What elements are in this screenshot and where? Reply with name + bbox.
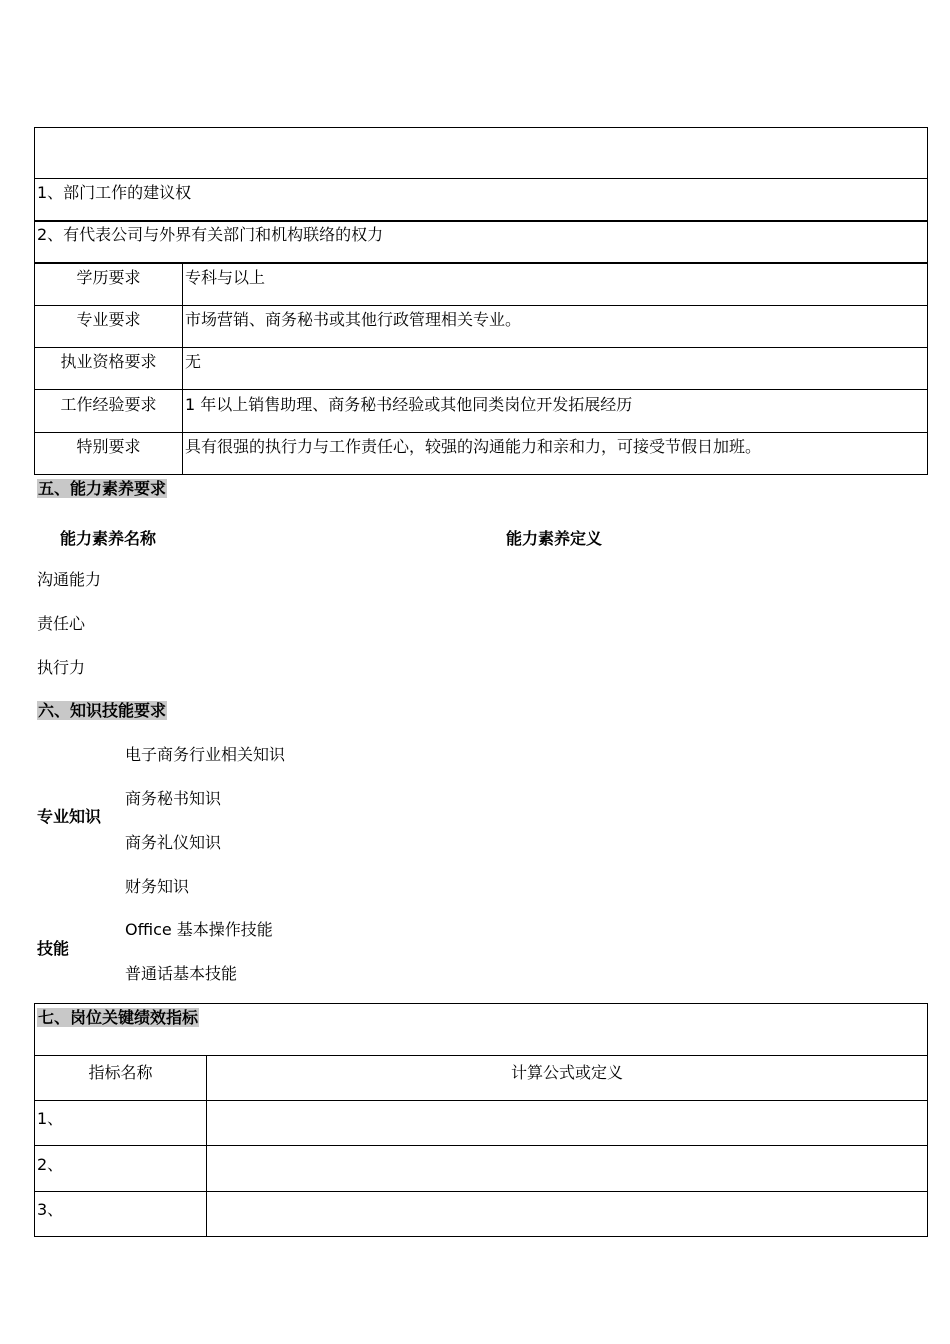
kpi-col-formula: 计算公式或定义 xyxy=(510,1063,623,1082)
kpi-row-label: 2、 xyxy=(37,1155,64,1174)
competency-item: 责任心 xyxy=(37,614,86,633)
qualification-value-special: 具有很强的执行力与工作责任心，较强的沟通能力和亲和力，可接受节假日加班。 xyxy=(185,437,762,456)
knowledge-item: 商务礼仪知识 xyxy=(125,833,222,852)
qualification-label-education: 学历要求 xyxy=(76,268,141,287)
kpi-row-label: 3、 xyxy=(37,1200,64,1219)
kpi-heading: 七、岗位关键绩效指标 xyxy=(38,1008,199,1027)
right-item-2: 2、有代表公司与外界有关部门和机构联络的权力 xyxy=(37,225,384,244)
kpi-col-name: 指标名称 xyxy=(88,1063,153,1082)
qualification-value-education: 专科与以上 xyxy=(185,268,266,287)
qualification-value-major: 市场营销、商务秘书或其他行政管理相关专业。 xyxy=(185,310,522,329)
knowledge-item: 电子商务行业相关知识 xyxy=(125,745,286,764)
qualification-label-experience: 工作经验要求 xyxy=(60,395,157,414)
qualification-label-special: 特别要求 xyxy=(76,437,141,456)
competency-col-definition: 能力素养定义 xyxy=(506,529,603,548)
qualification-label-major: 专业要求 xyxy=(76,310,141,329)
qualification-value-experience: 1 年以上销售助理、商务秘书经验或其他同类岗位开发拓展经历 xyxy=(185,395,633,414)
professional-knowledge-label: 专业知识 xyxy=(37,807,102,826)
qualification-value-certification: 无 xyxy=(185,352,202,371)
competency-col-name: 能力素养名称 xyxy=(60,529,157,548)
kpi-row-label: 1、 xyxy=(37,1109,64,1128)
qualification-label-certification: 执业资格要求 xyxy=(60,352,157,371)
knowledge-heading: 六、知识技能要求 xyxy=(38,701,167,720)
skills-label: 技能 xyxy=(37,939,70,958)
skill-item: Office 基本操作技能 xyxy=(125,920,273,939)
competency-heading: 五、能力素养要求 xyxy=(38,479,167,498)
right-item-1: 1、部门工作的建议权 xyxy=(37,183,192,202)
knowledge-item: 商务秘书知识 xyxy=(125,789,222,808)
knowledge-item: 财务知识 xyxy=(125,877,190,896)
skill-item: 普通话基本技能 xyxy=(125,964,238,983)
competency-item: 执行力 xyxy=(37,658,86,677)
competency-item: 沟通能力 xyxy=(37,570,102,589)
